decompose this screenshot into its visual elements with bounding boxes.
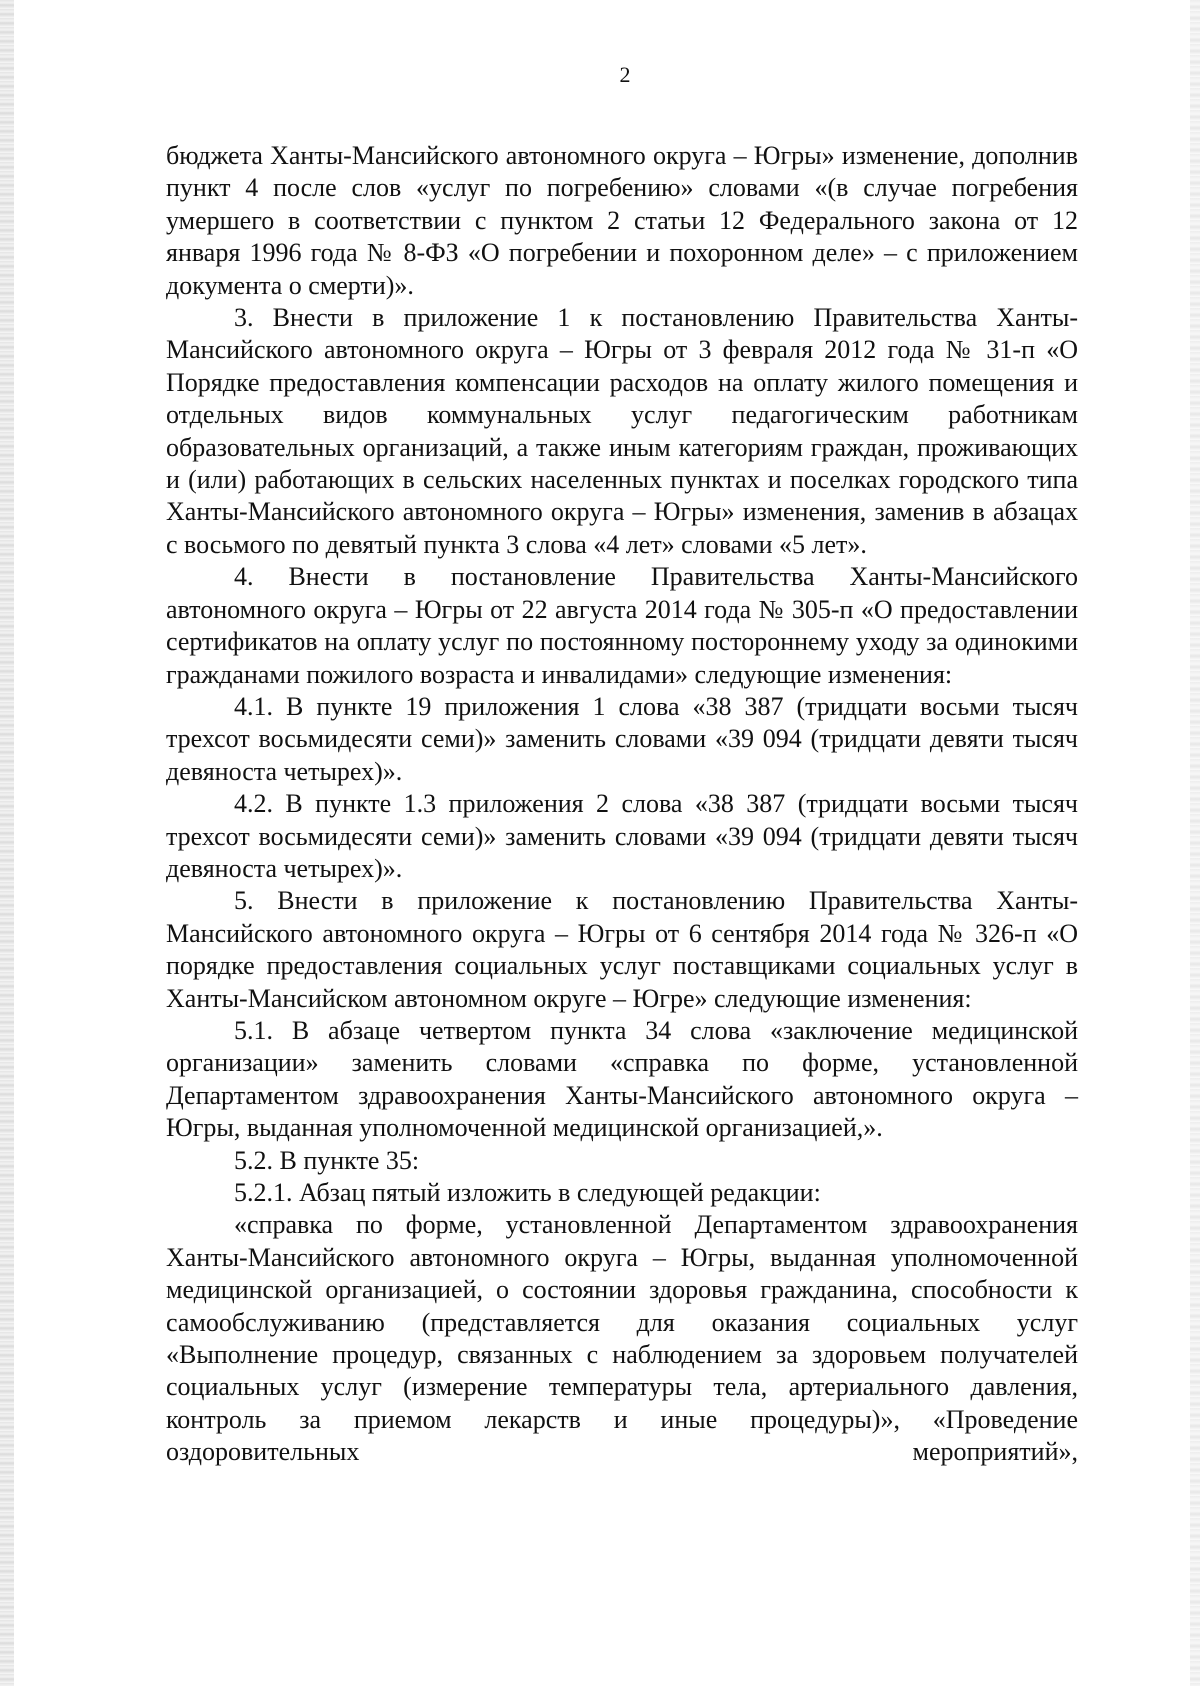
paragraph-item-5-2: 5.2. В пункте 35:: [234, 1145, 420, 1175]
paragraph-item-4-2: 4.2. В пункте 1.3 приложения 2 слова «38 387 (тридцати восьми тысяч трехсот восьмидесяти семи)» заменить словами «39 094 (тридцати девяти тысяч девяноста четырех)».: [166, 789, 1078, 883]
paragraph-item-4: 4. Внести в постановление Правительства Ханты-Мансийского автономного округа – Югры от 22 августа 2014 года № 305-п «О предоставлении сертификатов на оплату услуг по постоянному постороннему уходу за одинокими гражданами пожилого возраста и инвалидами» следующие изменения:: [166, 562, 1078, 689]
paragraph-item-5: 5. Внести в приложение к постановлению Правительства Ханты-Мансийского автономного округа – Югры от 6 сентября 2014 года № 326-п «О порядке предоставления социальных услуг поставщиками социальных услуг в Ханты-Мансийском автономном округе – Югре» следующие изменения:: [166, 886, 1078, 1013]
document-body: [166, 140, 1078, 1469]
paragraph-continuation: бюджета Ханты-Мансийского автономного округа – Югры» изменение, дополнив пункт 4 после слов «услуг по погребению» словами «(в случае погребения умершего в соответствии с пунктом 2 статьи 12 Федерального закона от 12 января 1996 года № 8-ФЗ «О погребении и похоронном деле» – с приложением документа о смерти)».: [166, 141, 1078, 300]
paragraph-quoted-text: «справка по форме, установленной Департаментом здравоохранения Ханты-Мансийского автономного округа – Югры, выданная уполномоченной медицинской организацией, о состоянии здоровья гражданина, способности к самообслуживанию (представляется для оказания социальных услуг «Выполнение процедур, связанных с наблюдением за здоровьем получателей социальных услуг (измерение температуры тела, артериального давления, контроль за приемом лекарств и иные процедуры)», «Проведение оздоровительных мероприятий»,: [166, 1210, 1078, 1467]
scan-edge-right: [1190, 0, 1200, 1686]
paragraph-item-5-2-1: 5.2.1. Абзац пятый изложить в следующей редакции:: [234, 1178, 821, 1207]
scan-edge-left: [0, 0, 14, 1686]
page-number: 2: [619, 62, 631, 87]
paragraph-item-5-1: 5.1. В абзаце четвертом пункта 34 слова «заключение медицинской организации» заменить словами «справка по форме, установленной Департаментом здравоохранения Ханты-Мансийского автономного округа – Югры, выданная уполномоченной медицинской организацией,».: [166, 1015, 1078, 1143]
paragraph-item-3: 3. Внести в приложение 1 к постановлению Правительства Ханты-Мансийского автономного округа – Югры от 3 февраля 2012 года № 31-п «О Порядке предоставления компенсации расходов на оплату жилого помещения и отдельных видов коммунальных услуг педагогическим работникам образовательных организаций, а также иным категориям граждан, проживающих и (или) работающих в сельских населенных пунктах и поселках городского типа Ханты-Мансийского автономного округа – Югры» изменения, заменив в абзацах с восьмого по девятый пункта 3 слова «4 лет» словами «5 лет».: [166, 303, 1078, 559]
paragraph-item-4-1: 4.1. В пункте 19 приложения 1 слова «38 387 (тридцати восьми тысяч трехсот восьмидесяти семи)» заменить словами «39 094 (тридцати девяти тысяч девяноста четырех)».: [166, 691, 1078, 786]
